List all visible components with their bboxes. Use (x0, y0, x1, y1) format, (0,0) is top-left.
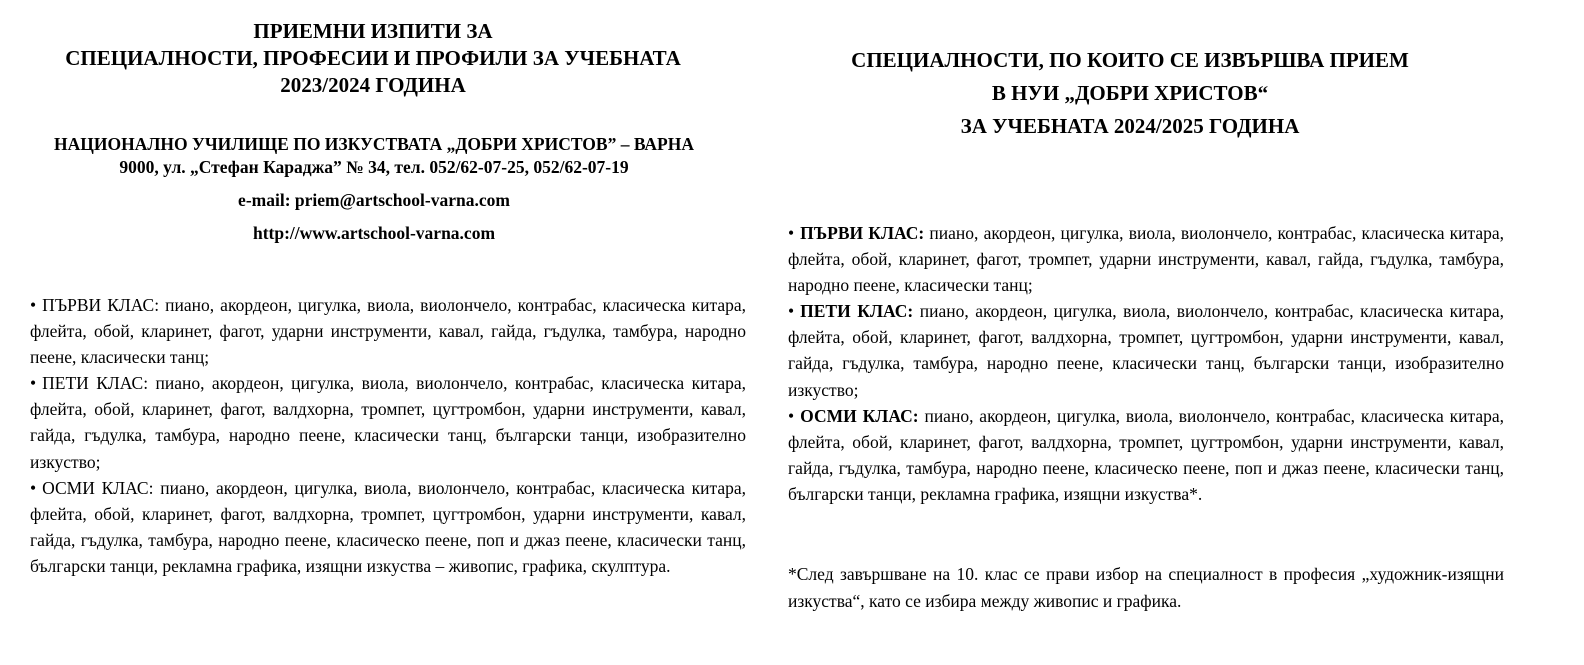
school-address: 9000, ул. „Стефан Караджа” № 34, тел. 052/62-07-25, 052/62-07-19 (119, 157, 629, 177)
bullet-icon: • (788, 301, 795, 322)
school-name: НАЦИОНАЛНО УЧИЛИЩЕ ПО ИЗКУСТВАТА „ДОБРИ ХРИСТОВ” – ВАРНА (54, 134, 694, 154)
left-title-line-3: 2023/2024 ГОДИНА (280, 73, 466, 97)
right-title-line-2: В НУИ „ДОБРИ ХРИСТОВ“ (991, 81, 1269, 105)
right-title (780, 44, 1480, 143)
item-text: пиано, акордеон, цигулка, виола, виолончело, контрабас, класическа китара, флейта, обой, кларинет, фагот, валдхорна, тромпет, цугтромбон, ударни инструменти, кавал, гайда, гъдулка, тамбура, народно пеене, класическо пеене, поп и джаз пеене, класически танц, български танци, рекламна графика, изящни изкуства – живопис, графика, скулптура. (30, 477, 746, 576)
item-label: ПЪРВИ КЛАС: (42, 295, 160, 315)
bullet-icon: • (30, 373, 37, 394)
left-item-first-grade (30, 292, 746, 370)
item-text: пиано, акордеон, цигулка, виола, виолончело, контрабас, класическа китара, флейта, обой, кларинет, фагот, валдхорна, тромпет, цугтромбон, ударни инструменти, кавал, гайда, гъдулка, тамбура, народно пеене, класически танц, български танци, изобразително изкуство; (30, 373, 747, 472)
item-text: пиано, акордеон, цигулка, виола, виолончело, контрабас, класическа китара, флейта, обой, кларинет, фагот, валдхорна, тромпет, цугтромбон, ударни инструменти, кавал, гайда, гъдулка, тамбура, народно пеене, класически танц, български танци, изобразително изкуство; (788, 301, 1505, 400)
school-contact-block (10, 133, 738, 245)
item-text: пиано, акордеон, цигулка, виола, виолончело, контрабас, класическа китара, флейта, обой, кларинет, фагот, валдхорна, тромпет, цугтромбон, ударни инструменти, кавал, гайда, гъдулка, тамбура, народно пеене, класическо пеене, поп и джаз пеене, класически танц, български танци, рекламна графика, изящни изкуства*. (788, 405, 1505, 504)
item-text: пиано, акордеон, цигулка, виола, виолончело, контрабас, класическа китара, флейта, обой, кларинет, фагот, тромпет, ударни инструменти, кавал, гайда, гъдулка, тамбура, народно пеене, класически танц; (788, 223, 1505, 296)
right-item-fifth-grade (788, 298, 1504, 402)
item-label: ОСМИ КЛАС: (42, 477, 154, 498)
bullet-icon: • (788, 405, 795, 426)
item-label: ОСМИ КЛАС: (800, 405, 919, 426)
right-item-first-grade (788, 220, 1504, 298)
item-label: ПЕТИ КЛАС: (800, 301, 914, 322)
left-item-fifth-grade (30, 370, 746, 474)
item-label: ПЕТИ КЛАС: (42, 373, 149, 394)
right-item-eighth-grade (788, 403, 1504, 507)
right-title-line-1: СПЕЦИАЛНОСТИ, ПО КОИТО СЕ ИЗВЪРШВА ПРИЕМ (851, 48, 1409, 72)
left-title-line-2: СПЕЦИАЛНОСТИ, ПРОФЕСИИ И ПРОФИЛИ ЗА УЧЕБНАТА (65, 46, 681, 70)
bullet-icon: • (30, 295, 37, 315)
bullet-icon: • (788, 223, 795, 243)
left-title-line-1: ПРИЕМНИ ИЗПИТИ ЗА (253, 19, 493, 43)
item-text: пиано, акордеон, цигулка, виола, виолончело, контрабас, класическа китара, флейта, обой, кларинет, фагот, ударни инструменти, кавал, гайда, гъдулка, тамбура, народно пеене, класически танц; (30, 295, 746, 368)
footnote: *След завършване на 10. клас се прави избор на специалност в професия „художник-изящни изкуства“, като се избира между живопис и графика. (788, 564, 1504, 611)
right-title-line-3: ЗА УЧЕБНАТА 2024/2025 ГОДИНА (960, 114, 1300, 138)
left-item-eighth-grade (30, 475, 746, 579)
school-website: http://www.artschool-varna.com (252, 223, 496, 243)
left-admission-list (30, 292, 746, 579)
left-title (10, 18, 736, 99)
item-label: ПЪРВИ КЛАС: (800, 223, 925, 243)
school-email: e-mail: priem@artschool-varna.com (238, 190, 510, 210)
bullet-icon: • (30, 477, 37, 498)
right-admission-list (788, 220, 1504, 507)
